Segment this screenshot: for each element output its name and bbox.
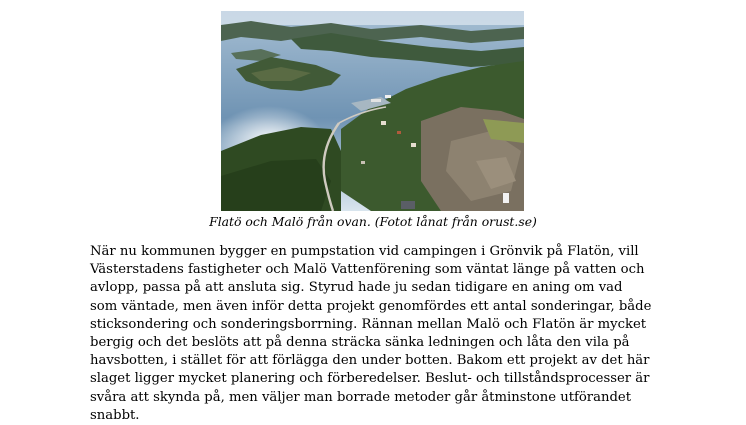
text-line: När nu kommunen bygger en pumpstation vid campingen i Grönvik på Flatön, vill [90, 244, 639, 259]
body-paragraph [90, 243, 670, 425]
text-line: avlopp, passa på att ansluta sig. Styrud hade ju sedan tidigare en aning om vad [90, 280, 623, 296]
aerial-photo-graphic [221, 11, 524, 211]
text-line: snabbt. [90, 407, 140, 423]
text-line: svåra att skynda på, men väljer man borrade metoder går åtminstone utförandet [90, 389, 632, 405]
text-line: slaget ligger mycket planering och förberedelser. Beslut- och tillståndsprocesser är [90, 371, 650, 387]
figure-caption: Flatö och Malö från ovan. (Fotot lånat från orust.se) [209, 214, 537, 229]
text-line: sticksondering och sonderingsborrning. Rännan mellan Malö och Flatön är mycket [90, 316, 647, 332]
aerial-photo [221, 11, 524, 211]
text-line: bergig och det beslöts att på denna sträcka sänka ledningen och låta den vila på [90, 335, 630, 351]
text-line: havsbotten, i stället för att förlägga den under botten. Bakom ett projekt av det här [90, 353, 650, 369]
text-line: som väntade, men även inför detta projekt genomfördes ett antal sonderingar, både [90, 298, 652, 314]
text-line: Västerstadens fastigheter och Malö Vattenförening som väntat länge på vatten och [90, 262, 645, 278]
